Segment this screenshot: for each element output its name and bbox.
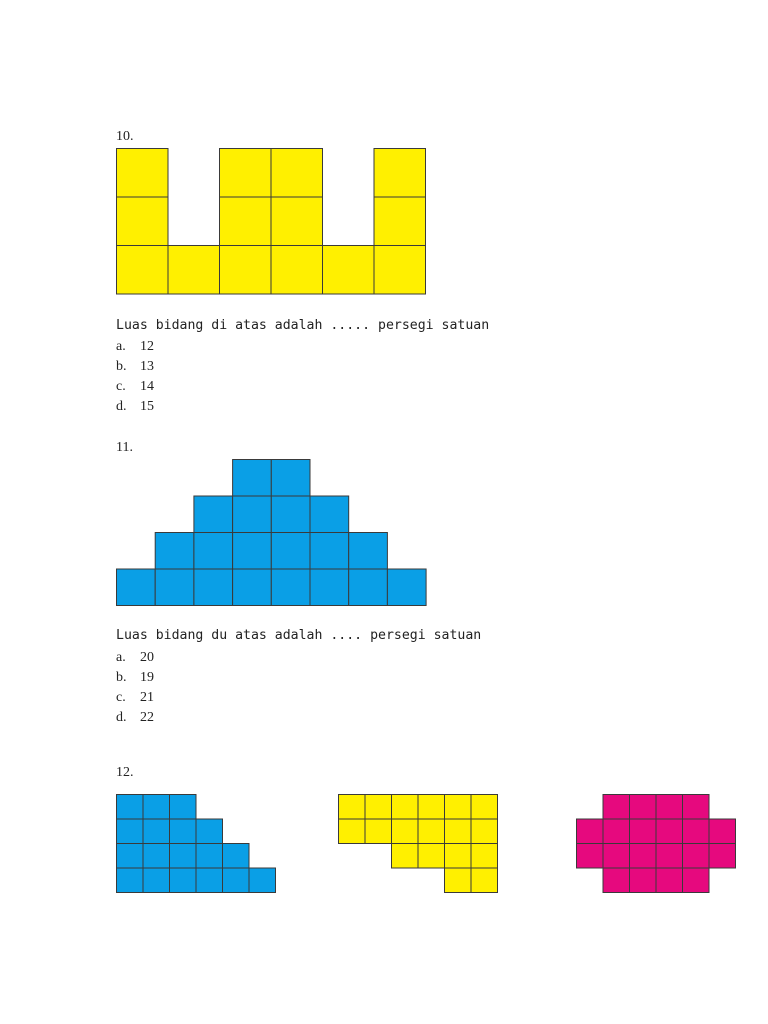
unit-square: [603, 819, 630, 844]
unit-square: [630, 795, 657, 820]
question-12-figure-magenta: [576, 794, 738, 894]
unit-square: [170, 795, 197, 820]
option-letter: a.: [116, 650, 126, 665]
unit-square: [392, 819, 419, 844]
unit-square: [709, 819, 736, 844]
unit-square: [168, 246, 220, 295]
unit-square: [143, 795, 170, 820]
unit-square: [170, 819, 197, 844]
unit-square: [271, 246, 323, 295]
unit-square: [194, 496, 233, 533]
unit-square: [220, 246, 272, 295]
unit-square: [445, 795, 472, 820]
unit-square: [249, 868, 276, 893]
unit-square: [271, 197, 323, 246]
question-10-option-a: [116, 339, 154, 355]
unit-square: [117, 844, 144, 869]
unit-square: [223, 868, 250, 893]
unit-square: [577, 844, 604, 869]
unit-square: [630, 819, 657, 844]
unit-square: [349, 533, 388, 570]
unit-square: [196, 844, 223, 869]
unit-square: [603, 844, 630, 869]
unit-square: [339, 795, 366, 820]
unit-square: [418, 819, 445, 844]
unit-square: [387, 569, 426, 606]
unit-square: [471, 844, 498, 869]
unit-square: [170, 868, 197, 893]
unit-square: [310, 569, 349, 606]
unit-square: [117, 246, 169, 295]
question-11-number: 11.: [116, 440, 133, 455]
unit-square: [233, 569, 272, 606]
question-11-option-a: [116, 650, 154, 666]
unit-square: [310, 533, 349, 570]
unit-square: [683, 795, 710, 820]
question-10-number: 10.: [116, 129, 134, 144]
question-12-figure-blue: [116, 794, 278, 894]
option-text: 19: [140, 670, 154, 685]
unit-square: [471, 819, 498, 844]
question-11-option-c: [116, 690, 154, 706]
unit-square: [656, 795, 683, 820]
question-10-option-c: [116, 379, 154, 395]
question-11-figure: [116, 459, 428, 609]
unit-square: [656, 819, 683, 844]
unit-square: [603, 868, 630, 893]
unit-square: [194, 533, 233, 570]
unit-square: [577, 819, 604, 844]
option-text: 20: [140, 650, 154, 665]
unit-square: [374, 197, 426, 246]
unit-square: [445, 868, 472, 893]
question-10-option-d: [116, 399, 154, 415]
unit-square: [196, 868, 223, 893]
question-12-number: 12.: [116, 765, 134, 780]
unit-square: [683, 844, 710, 869]
unit-square: [170, 844, 197, 869]
unit-square: [374, 246, 426, 295]
option-letter: c.: [116, 379, 126, 394]
unit-square: [143, 868, 170, 893]
unit-square: [339, 819, 366, 844]
unit-square: [709, 844, 736, 869]
unit-square: [603, 795, 630, 820]
unit-square: [630, 844, 657, 869]
unit-square: [392, 844, 419, 869]
unit-square: [471, 868, 498, 893]
unit-square: [194, 569, 233, 606]
unit-square: [271, 533, 310, 570]
unit-square: [323, 246, 375, 295]
unit-square: [374, 149, 426, 198]
option-letter: d.: [116, 710, 127, 725]
unit-square: [233, 496, 272, 533]
unit-square: [271, 569, 310, 606]
unit-square: [683, 868, 710, 893]
unit-square: [418, 844, 445, 869]
unit-square: [117, 795, 144, 820]
unit-square: [143, 844, 170, 869]
unit-square: [630, 868, 657, 893]
question-10-figure: [116, 148, 428, 298]
unit-square: [143, 819, 170, 844]
unit-square: [155, 569, 194, 606]
option-text: 21: [140, 690, 154, 705]
unit-square: [445, 844, 472, 869]
option-letter: a.: [116, 339, 126, 354]
question-11-option-b: [116, 670, 154, 686]
unit-square: [271, 496, 310, 533]
unit-square: [155, 533, 194, 570]
unit-square: [117, 569, 156, 606]
unit-square: [196, 819, 223, 844]
option-letter: b.: [116, 670, 127, 685]
option-text: 14: [140, 379, 154, 394]
unit-square: [683, 819, 710, 844]
option-letter: b.: [116, 359, 127, 374]
question-12-figure-yellow: [338, 794, 500, 894]
unit-square: [117, 819, 144, 844]
unit-square: [656, 868, 683, 893]
unit-square: [365, 795, 392, 820]
question-11-prompt: Luas bidang du atas adalah .... persegi satuan: [116, 628, 482, 643]
question-10-option-b: [116, 359, 154, 375]
option-text: 13: [140, 359, 154, 374]
unit-square: [445, 819, 472, 844]
option-letter: d.: [116, 399, 127, 414]
unit-square: [223, 844, 250, 869]
unit-square: [233, 460, 272, 497]
question-11-option-d: [116, 710, 154, 726]
question-10-prompt: Luas bidang di atas adalah ..... persegi satuan: [116, 318, 490, 333]
option-text: 22: [140, 710, 154, 725]
option-text: 12: [140, 339, 154, 354]
unit-square: [349, 569, 388, 606]
unit-square: [220, 197, 272, 246]
unit-square: [233, 533, 272, 570]
unit-square: [656, 844, 683, 869]
unit-square: [418, 795, 445, 820]
unit-square: [117, 149, 169, 198]
unit-square: [220, 149, 272, 198]
unit-square: [117, 868, 144, 893]
unit-square: [310, 496, 349, 533]
unit-square: [471, 795, 498, 820]
unit-square: [271, 149, 323, 198]
unit-square: [365, 819, 392, 844]
unit-square: [117, 197, 169, 246]
option-text: 15: [140, 399, 154, 414]
option-letter: c.: [116, 690, 126, 705]
unit-square: [392, 795, 419, 820]
unit-square: [271, 460, 310, 497]
